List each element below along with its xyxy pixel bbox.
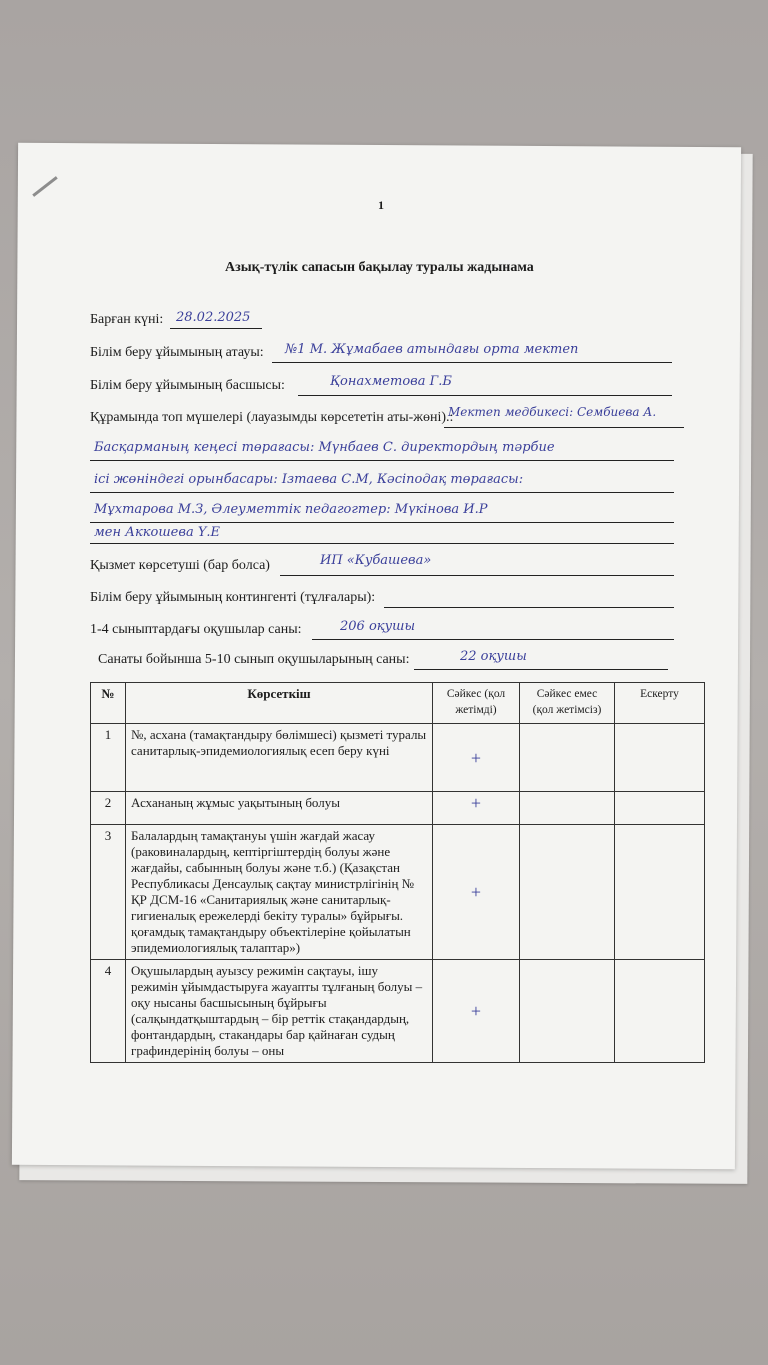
row-number: 3	[91, 825, 126, 960]
row-match-mark: +	[433, 792, 520, 825]
provider-value: ИП «Кубашева»	[320, 553, 432, 568]
row-indicator: Асхананың жұмыс уақытының болуы	[126, 792, 433, 825]
visit-date-label: Барған күні:	[90, 312, 164, 327]
table-row	[91, 724, 705, 792]
row-note	[615, 724, 705, 792]
row-no-match	[520, 792, 615, 825]
row-note	[615, 960, 705, 1063]
header-indicator: Көрсеткіш	[126, 683, 433, 724]
row-note	[615, 825, 705, 960]
row-number: 4	[91, 960, 126, 1063]
header-match: Сәйкес (қол жетімді)	[433, 683, 520, 724]
row-match-mark: +	[433, 825, 520, 960]
header-note: Ескерту	[615, 683, 705, 724]
row-indicator: №, асхана (тамақтандыру бөлімшесі) қызметі туралы санитарлық-эпидемиологиялық есеп беру күні	[126, 724, 433, 792]
indicators-table	[90, 682, 705, 1063]
grades-1-4-value: 206 оқушы	[340, 619, 416, 634]
visit-date-value: 28.02.2025	[176, 310, 251, 325]
page-number: 1	[378, 198, 384, 212]
org-name-value: №1 М. Жұмабаев атындағы орта мектеп	[285, 342, 579, 357]
provider-label: Қызмет көрсетуші (бар болса)	[90, 558, 270, 573]
row-number: 1	[91, 724, 126, 792]
row-no-match	[520, 960, 615, 1063]
row-number: 2	[91, 792, 126, 825]
members-line: Басқарманың кеңесі төрағасы: Мүнбаев С. директордың тәрбие	[94, 440, 555, 455]
header-no-match: Сәйкес емес (қол жетімсіз)	[520, 683, 615, 724]
grades-5-10-label: Санаты бойынша 5-10 сынып оқушыларының саны:	[98, 652, 410, 667]
members-label: Құрамында топ мүшелері (лауазымды көрсететін аты-жөні).:	[90, 410, 454, 425]
members-line: Мұхтарова М.З, Әлеуметтік педагогтер: Мүкінова И.Р	[94, 502, 488, 517]
table-header-row	[91, 683, 705, 724]
row-no-match	[520, 724, 615, 792]
org-head-value: Қонахметова Г.Б	[330, 374, 452, 389]
org-head-label: Білім беру ұйымының басшысы:	[90, 378, 285, 393]
members-line: Мектеп медбикесі: Сембиева А.	[448, 405, 657, 419]
table-row	[91, 792, 705, 825]
table-row	[91, 960, 705, 1063]
header-number: №	[91, 683, 126, 724]
row-note	[615, 792, 705, 825]
row-no-match	[520, 825, 615, 960]
org-name-label: Білім беру ұйымының атауы:	[90, 345, 264, 360]
row-match-mark: +	[433, 724, 520, 792]
grades-5-10-value: 22 оқушы	[460, 649, 527, 664]
members-line: ісі жөніндегі орынбасары: Ізтаева С.М, Кәсіподақ төрағасы:	[94, 472, 524, 487]
table-row	[91, 825, 705, 960]
document-title: Азық-түлік сапасын бақылау туралы жадынама	[225, 260, 534, 275]
members-line: мен Аккошева Ү.Е	[94, 525, 221, 540]
row-indicator: Балалардың тамақтануы үшін жағдай жасау (раковиналардың, кептіргіштердің болуы және жағдайы, сабынның болуы және т.б.) (Қазақстан Республикасы Денсаулық сақтау министрлігінің № ҚР ДСМ-16 «Санитариялық және санитарлық-гигиеналық ережелерді бекіту туралы» бұйрығы. қоғамдық тамақтандыру объектілеріне қойылатын эпидемиологиялық талаптар»)	[126, 825, 433, 960]
grades-1-4-label: 1-4 сыныптардағы оқушылар саны:	[90, 622, 302, 637]
row-match-mark: +	[433, 960, 520, 1063]
contingent-label: Білім беру ұйымының контингенті (тұлғалары):	[90, 590, 376, 605]
row-indicator: Оқушылардың ауызсу режимін сақтауы, ішу режимін ұйымдастыруға жауапты тұлғаның болуы – оқу нысаны басшысының бұйрығы (салқындатқыштардың – бір реттік стақандардың, фонтандардың, стакандары бар қайнаған судың графиндерінің болуы – оны	[126, 960, 433, 1063]
